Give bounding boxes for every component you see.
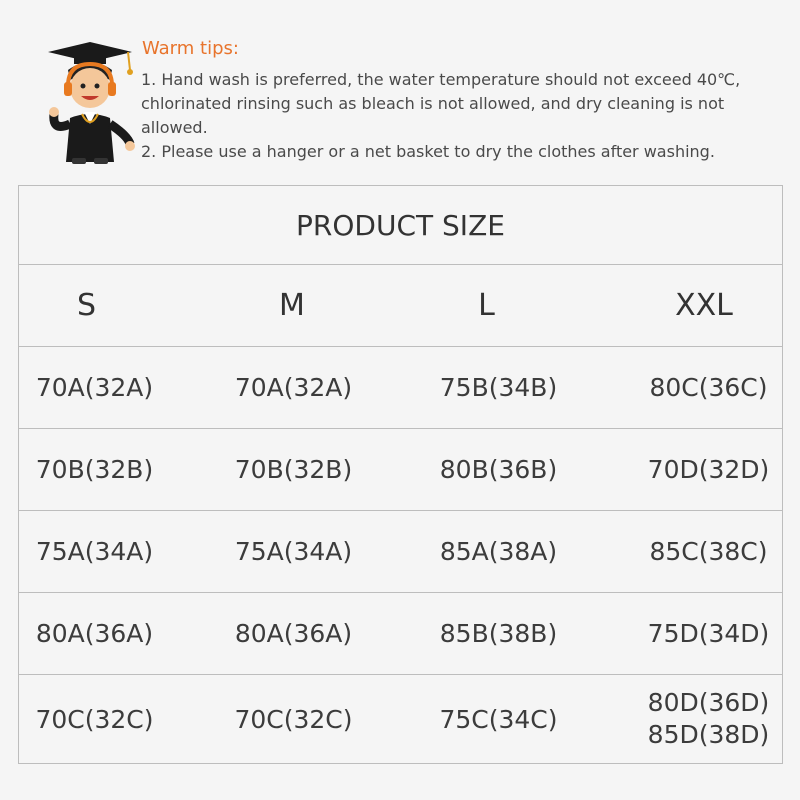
table-cell: 75A(34A) <box>35 537 154 566</box>
graduate-boy-mascot-icon <box>44 40 136 166</box>
table-title: PRODUCT SIZE <box>296 208 505 242</box>
table-cell: 70B(32B) <box>35 455 154 484</box>
table-row <box>19 593 782 675</box>
column-header-s: S <box>76 288 97 323</box>
table-cell: 85A(38A) <box>439 537 558 566</box>
table-cell: 80A(36A) <box>234 619 353 648</box>
table-row <box>19 347 782 429</box>
table-cell: 75D(34D) <box>647 619 770 648</box>
table-cell: 70D(32D) <box>647 455 770 484</box>
table-row <box>19 675 782 763</box>
table-cell: 70C(32C) <box>234 704 353 734</box>
table-cell: 80C(36C) <box>649 373 768 402</box>
table-cell: 70A(32A) <box>234 373 353 402</box>
table-row <box>19 429 782 511</box>
warm-tips-section <box>0 0 800 185</box>
table-cell: 80A(36A) <box>35 619 154 648</box>
column-header-m: M <box>279 288 305 323</box>
table-title-row <box>19 186 782 265</box>
table-cell: 75A(34A) <box>234 537 353 566</box>
size-table <box>18 185 783 764</box>
column-header-xxl: XXL <box>675 288 733 323</box>
table-cell: 70A(32A) <box>35 373 154 402</box>
table-cell-line: 80D(36D) <box>647 688 770 717</box>
tips-title: Warm tips: <box>142 38 239 59</box>
table-row <box>19 511 782 593</box>
tips-text <box>141 68 781 164</box>
table-cell-multi <box>641 675 776 763</box>
table-cell: 70B(32B) <box>234 455 353 484</box>
table-cell: 85C(38C) <box>649 537 768 566</box>
table-cell: 80B(36B) <box>439 455 558 484</box>
tip-line-1: 1. Hand wash is preferred, the water temperature should not exceed 40℃, chlorinated rinsing such as bleach is not allowed, and dry cleaning is not allowed. <box>141 70 741 137</box>
table-cell: 75C(34C) <box>439 704 558 734</box>
tip-line-2: 2. Please use a hanger or a net basket to dry the clothes after washing. <box>141 142 715 161</box>
table-cell: 70C(32C) <box>35 704 154 734</box>
size-header-row <box>19 265 782 347</box>
table-cell: 85B(38B) <box>439 619 558 648</box>
table-cell-line: 85D(38D) <box>647 720 770 749</box>
column-header-l: L <box>478 288 495 323</box>
table-cell: 75B(34B) <box>439 373 558 402</box>
